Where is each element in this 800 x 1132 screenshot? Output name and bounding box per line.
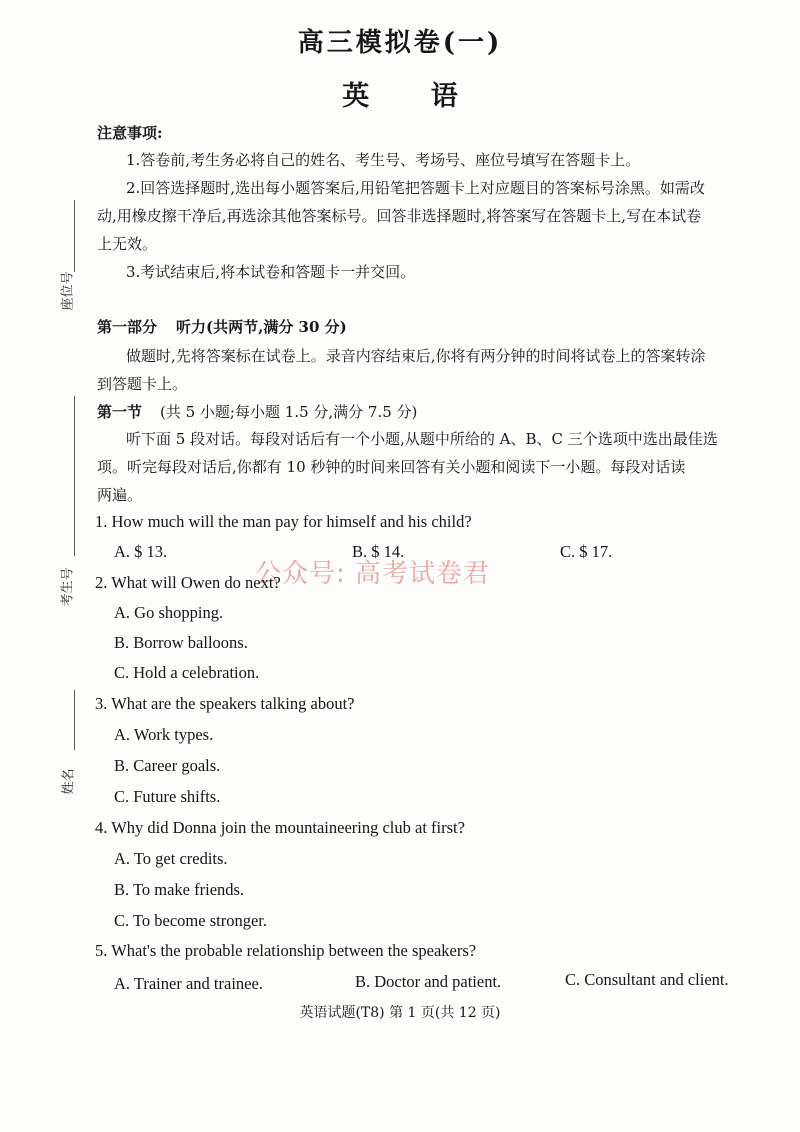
question-5-option-a: A. Trainer and trainee.	[114, 974, 263, 993]
question-4: 4. Why did Donna join the mountaineering club at first?	[95, 818, 465, 837]
question-3: 3. What are the speakers talking about?	[95, 694, 355, 713]
notice-item-3: 3.考试结束后,将本试卷和答题卡一并交回。	[126, 263, 416, 281]
section1-heading: 第一节	[97, 403, 143, 421]
notice-item-2-line-2: 动,用橡皮擦干净后,再选涂其他答案标号。回答非选择题时,将答案写在答题卡上,写在本试卷	[97, 207, 702, 225]
subject-title: 英 语	[342, 81, 484, 112]
name-line	[74, 690, 75, 750]
question-3-option-a: A. Work types.	[114, 725, 214, 744]
question-4-option-b: B. To make friends.	[114, 880, 245, 899]
section1-intro-line-2: 项。听完每段对话后,你都有 10 秒钟的时间来回答有关小题和阅读下一小题。每段对话读	[97, 458, 686, 476]
question-3-option-c: C. Future shifts.	[114, 787, 221, 806]
exam-number-label: 考生号	[60, 567, 76, 607]
section1-intro-line-3: 两遍。	[97, 486, 143, 504]
question-5-option-c: C. Consultant and client.	[565, 970, 729, 989]
part1-heading-detail: 听力(共两节,满分 30 分)	[176, 318, 347, 336]
exam-title: 高三模拟卷(一)	[297, 28, 503, 58]
watermark: 公众号: 高考试卷君	[255, 559, 491, 589]
part1-heading: 第一部分	[97, 318, 158, 336]
question-1-option-b: B. $ 14.	[352, 542, 405, 561]
question-2-option-a: A. Go shopping.	[114, 603, 224, 622]
exam-number-line	[74, 396, 75, 556]
notice-heading: 注意事项:	[97, 124, 163, 142]
section1-intro-line-1: 听下面 5 段对话。每段对话后有一个小题,从题中所给的 A、B、C 三个选项中选出最佳选	[126, 430, 718, 448]
question-3-option-b: B. Career goals.	[114, 756, 221, 775]
question-2: 2. What will Owen do next?	[95, 573, 281, 592]
question-2-option-b: B. Borrow balloons.	[114, 633, 248, 652]
part1-intro-line-1: 做题时,先将答案标在试卷上。录音内容结束后,你将有两分钟的时间将试卷上的答案转涂	[126, 347, 706, 365]
question-1-option-a: A. $ 13.	[114, 542, 168, 561]
notice-item-2-line-3: 上无效。	[97, 235, 158, 253]
question-5: 5. What's the probable relationship between the speakers?	[95, 941, 477, 960]
notice-item-2-line-1: 2.回答选择题时,选出每小题答案后,用铅笔把答题卡上对应题目的答案标号涂黑。如需改	[126, 179, 705, 197]
question-4-option-a: A. To get credits.	[114, 849, 228, 868]
question-5-option-b: B. Doctor and patient.	[355, 972, 502, 991]
page-footer: 英语试题(T8) 第 1 页(共 12 页)	[299, 1005, 501, 1021]
seat-number-line	[74, 200, 75, 272]
part1-intro-line-2: 到答题卡上。	[97, 375, 188, 393]
name-label: 姓名	[61, 768, 77, 795]
section1-heading-detail: (共 5 小题;每小题 1.5 分,满分 7.5 分)	[160, 403, 418, 421]
notice-item-1: 1.答卷前,考生务必将自己的姓名、考生号、考场号、座位号填写在答题卡上。	[126, 151, 641, 169]
question-1: 1. How much will the man pay for himself and his child?	[95, 512, 472, 531]
seat-number-label: 座位号	[60, 271, 76, 311]
question-1-option-c: C. $ 17.	[560, 542, 613, 561]
question-4-option-c: C. To become stronger.	[114, 911, 267, 930]
question-2-option-c: C. Hold a celebration.	[114, 663, 260, 682]
